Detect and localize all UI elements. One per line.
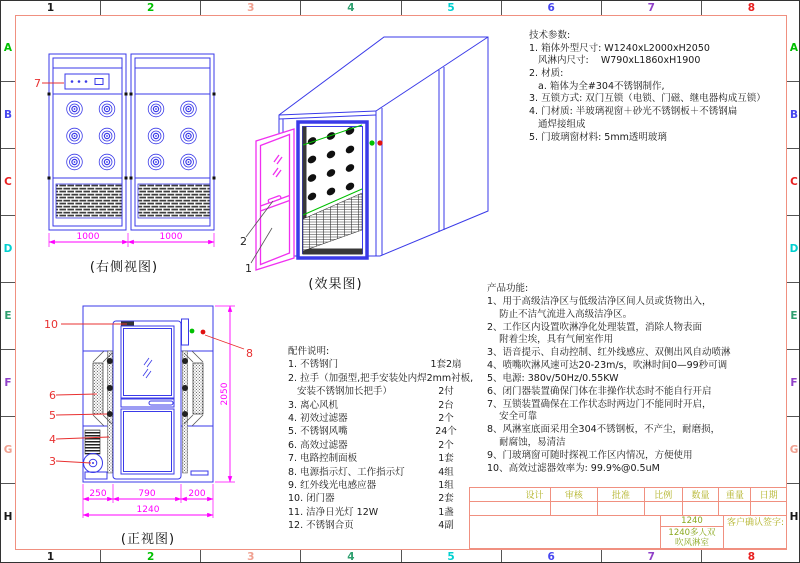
title-block-header: 批准 — [597, 488, 644, 501]
text-line: 5. 门玻璃窗材料: 5mm透明玻璃 — [529, 131, 667, 143]
leader-4-label: 4 — [49, 433, 56, 446]
part-name: 5. 不锈钢风嘴 — [288, 426, 348, 438]
part-qty: 2付 — [438, 386, 454, 398]
product-functions-block — [487, 283, 787, 476]
front-view-caption: (正视图) — [120, 532, 176, 547]
text-line: a. 箱体为全#304不锈钢制作, — [529, 80, 665, 92]
grid-label-col-2: 2 — [101, 550, 201, 563]
parts-list-title: 配件说明: — [288, 346, 330, 357]
part-name: 12. 不锈钢合页 — [288, 520, 354, 532]
parts-row — [288, 519, 488, 532]
leader-10-label: 10 — [44, 318, 58, 331]
parts-row — [288, 452, 488, 465]
text-line: 耐腐蚀，易清洁 — [487, 437, 566, 449]
part-qty: 1盏 — [438, 506, 454, 518]
front-view-drawing — [41, 303, 266, 525]
text-line: 4、喷嘴吹淋风速可达20-23m/s，吹淋时间0—99秒可调 — [487, 360, 728, 372]
hepa-filter-left — [93, 363, 103, 414]
parts-row — [288, 385, 488, 398]
red-indicator-light — [377, 140, 382, 145]
dim-790: 790 — [138, 489, 156, 499]
dim-1000-left: 1000 — [76, 232, 100, 242]
grid-label-col-5: 5 — [402, 550, 502, 563]
parts-list-block — [288, 345, 488, 532]
tech-params-title: 技术参数: — [529, 30, 571, 41]
grid-ruler-top — [1, 1, 800, 15]
grid-label-row-E: E — [1, 283, 15, 350]
text-line: 通焊接组成 — [529, 118, 586, 130]
dim-2050: 2050 — [220, 382, 230, 406]
right-side-view-drawing — [31, 37, 231, 252]
model-code: 1240 — [661, 516, 723, 527]
grid-label-col-7: 7 — [602, 550, 702, 563]
doorway — [298, 122, 367, 258]
grid-label-col-7: 7 — [602, 1, 702, 15]
grid-label-col-8: 8 — [747, 551, 756, 563]
grid-label-col-5: 5 — [402, 1, 502, 15]
part-name: 7. 电路控制面板 — [288, 453, 358, 465]
leader-5-label: 5 — [49, 409, 56, 422]
dimensions — [49, 232, 214, 247]
customer-signature-label: 客户确认签字: — [727, 518, 785, 528]
part-name: 2. 拉手（加强型,把手安装处内焊2mm衬板, — [288, 372, 474, 384]
grid-label-row-D: D — [1, 216, 15, 283]
grid-label-row-H: H — [789, 511, 799, 523]
text-line: 2. 材质: — [529, 68, 564, 80]
leader-8-label: 8 — [246, 347, 253, 360]
title-block-drawing-area — [470, 516, 660, 548]
parts-row — [288, 492, 488, 505]
grid-label-row-B: B — [1, 82, 15, 149]
text-line: 3、语音提示、自动控制、红外线感应、双侧出风自动喷淋 — [487, 347, 731, 359]
parts-row — [288, 506, 488, 519]
grid-label-col-3: 3 — [201, 1, 301, 15]
title-block-empty-row — [470, 502, 786, 515]
text-line: 8、风淋室底面采用全304不锈钢板，不产尘，耐磨损， — [487, 424, 721, 436]
title-block-value-cell — [597, 502, 644, 515]
title-block-header: 审核 — [550, 488, 598, 501]
grid-label-row-F: F — [1, 350, 15, 417]
grid-label-col-2: 2 — [101, 1, 201, 15]
grid-label-row-H: H — [3, 511, 13, 523]
dim-1000-right: 1000 — [159, 232, 183, 242]
product-functions-lines — [487, 296, 787, 476]
text-line: 安全可靠 — [487, 411, 538, 423]
dim-200: 200 — [188, 489, 206, 499]
part-name: 11. 洁净日光灯 12W — [288, 506, 379, 518]
grid-label-row-A: A — [787, 15, 800, 82]
text-line: 2、工作区内设置吹淋净化处理装置，消除人物表面 — [487, 321, 703, 333]
hepa-filter-right — [193, 363, 203, 414]
air-grille — [56, 184, 122, 218]
grid-label-row-C: C — [1, 149, 15, 216]
leader-3-label: 3 — [49, 455, 56, 468]
text-line: 6、闭门器装置确保门体在非操作状态时不能自行开启 — [487, 385, 712, 397]
part-qty: 4组 — [438, 466, 454, 478]
door-handle — [149, 401, 173, 405]
part-name: 8. 电源指示灯、工作指示灯 — [288, 466, 405, 478]
left-cabinet — [48, 54, 128, 230]
parts-row — [288, 479, 488, 492]
grid-label-col-1: 1 — [1, 1, 101, 15]
grid-label-row-D: D — [787, 216, 800, 283]
title-block-value-cell — [750, 502, 786, 515]
title-block-header: 重量 — [718, 488, 750, 501]
air-grille — [138, 184, 210, 218]
title-block-value-cell — [550, 502, 598, 515]
grid-label-row-F: F — [787, 350, 800, 417]
title-block-header: 数量 — [682, 488, 719, 501]
product-functions-title: 产品功能: — [487, 283, 529, 294]
title-block-header-row — [470, 488, 786, 502]
part-qty: 1组 — [438, 479, 454, 491]
text-line: 4. 门材质: 半玻璃视窗＋砂光不锈钢板＋不锈钢扁 — [529, 106, 738, 118]
grid-label-row-A: A — [1, 15, 15, 82]
grid-label-col-4: 4 — [301, 1, 401, 15]
grid-label-row-G: G — [1, 417, 15, 484]
grid-label-col-6: 6 — [502, 1, 602, 15]
parts-row — [288, 372, 488, 385]
text-line: 5、电源: 380v/50Hz/0.55KW — [487, 372, 619, 384]
grid-ruler-left — [1, 15, 15, 550]
part-name: 3. 离心风机 — [288, 399, 339, 411]
title-block-header: 日期 — [750, 488, 786, 501]
part-name: 6. 高效过滤器 — [288, 439, 348, 451]
part-name: 1. 不锈钢门 — [288, 359, 339, 371]
text-line: 3. 互锁方式: 双门互锁（电锁、门磁、继电器构成互锁） — [529, 93, 766, 105]
part-name: 安装不锈钢加长把手） — [288, 386, 393, 398]
title-block — [469, 487, 787, 549]
text-line: 风淋内尺寸: W790xL1860xH1900 — [529, 55, 701, 67]
parts-row — [288, 425, 488, 438]
part-name: 9. 红外线光电感应器 — [288, 479, 377, 491]
customer-signature-area — [724, 527, 786, 548]
title-block-value-cell — [682, 502, 719, 515]
green-indicator-light — [190, 329, 195, 334]
grid-ruler-bottom — [1, 550, 800, 563]
tech-params-block — [529, 30, 791, 144]
grid-label-row-B: B — [787, 82, 800, 149]
right-side-view-caption: (右侧视图) — [89, 260, 159, 275]
grid-label-row-C: C — [787, 149, 800, 216]
leader-1-label: 1 — [245, 262, 252, 275]
part-qty: 1套2扇 — [430, 359, 462, 371]
part-qty: 2个 — [438, 412, 454, 424]
part-qty: 2台 — [438, 399, 454, 411]
text-line: 防止不洁气流进入高级洁净区。 — [487, 308, 633, 320]
green-indicator-light — [369, 140, 374, 145]
part-qty: 4副 — [438, 520, 454, 532]
grid-label-col-8: 8 — [747, 2, 756, 14]
text-line: 10、高效过滤器效率为: 99.9%@0.5uM — [487, 462, 660, 474]
title-block-value-cell — [718, 502, 750, 515]
text-line: 1、用于高级洁净区与低级洁净区间人员或货物出入， — [487, 295, 712, 307]
part-qty: 24个 — [435, 426, 457, 438]
grid-label-col-4: 4 — [301, 550, 401, 563]
dim-1240: 1240 — [136, 505, 160, 515]
duct-spring — [85, 430, 100, 454]
part-name: 10. 闭门器 — [288, 493, 335, 505]
text-line: 7、互锁装置确保在工作状态时两边门不能同时开启， — [487, 398, 712, 410]
model-name-line2: 吹风淋室 — [674, 537, 709, 548]
grid-label-col-6: 6 — [502, 550, 602, 563]
title-block-header: 设计 — [525, 491, 544, 501]
parts-row — [288, 358, 488, 371]
part-name: 4. 初效过滤器 — [288, 412, 348, 424]
effect-view-caption: (效果图) — [308, 277, 363, 292]
title-block-value-cell — [644, 502, 682, 515]
dim-250: 250 — [89, 489, 107, 499]
open-door — [256, 129, 294, 270]
text-line: 附着尘埃，具有气闸室作用 — [487, 334, 614, 346]
part-qty: 2个 — [438, 439, 454, 451]
title-block-value-cell — [470, 502, 550, 515]
leader-7-label: 7 — [34, 77, 41, 90]
part-qty: 2套 — [438, 493, 454, 505]
part-qty: 1套 — [438, 453, 454, 465]
title-block-header: 比例 — [644, 488, 682, 501]
red-indicator-light — [201, 330, 206, 335]
text-line: 9、门玻璃窗可随时探视工作区内情况，方便使用 — [487, 449, 693, 461]
parts-row — [288, 466, 488, 479]
leader-2-label: 2 — [240, 235, 247, 248]
right-cabinet — [130, 54, 216, 230]
leader-6-label: 6 — [49, 389, 56, 402]
grid-label-col-1: 1 — [1, 550, 101, 563]
effect-view-drawing — [239, 29, 501, 277]
model-name — [661, 527, 723, 548]
model-name-line1: 1240多人双 — [668, 527, 716, 538]
parts-list-rows — [288, 358, 488, 532]
text-line: 1. 箱体外型尺寸: W1240xL2000xH2050 — [529, 42, 710, 54]
grid-label-row-E: E — [787, 283, 800, 350]
parts-row — [288, 412, 488, 425]
parts-row — [288, 399, 488, 412]
grid-label-row-G: G — [787, 417, 800, 484]
parts-row — [288, 439, 488, 452]
tech-params-lines — [529, 43, 791, 145]
grid-label-col-3: 3 — [201, 550, 301, 563]
